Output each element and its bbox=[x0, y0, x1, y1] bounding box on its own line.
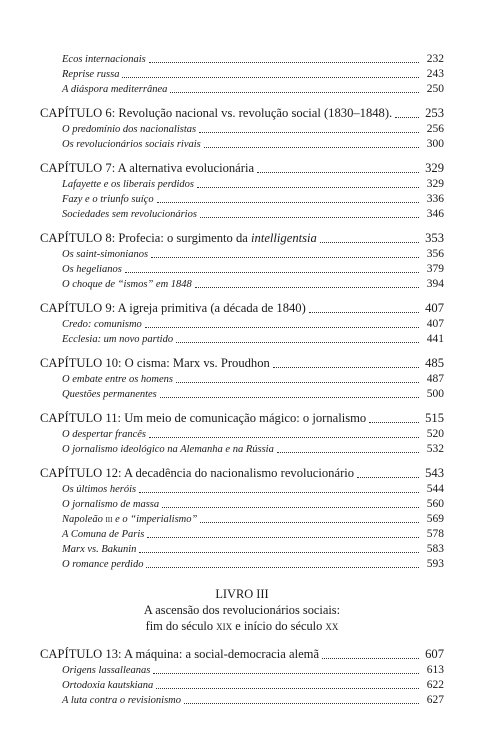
toc-entry[interactable] bbox=[40, 177, 444, 192]
toc-entry[interactable] bbox=[40, 122, 444, 137]
toc-entry[interactable] bbox=[40, 192, 444, 207]
chapter-entry[interactable] bbox=[40, 465, 444, 482]
toc-entry[interactable] bbox=[40, 497, 444, 512]
entry-label: A diáspora mediterrânea bbox=[62, 84, 168, 95]
dot-leader bbox=[149, 437, 419, 438]
toc-group bbox=[40, 646, 444, 708]
text-part: fim do século bbox=[145, 619, 217, 633]
dot-leader bbox=[170, 92, 419, 93]
entry-label: A luta contra o revisionismo bbox=[62, 695, 181, 706]
dot-leader bbox=[257, 172, 419, 173]
entry-label: Credo: comunismo bbox=[62, 319, 142, 330]
entry-label: O jornalismo ideológico na Alemanha e na Rússia bbox=[62, 444, 274, 455]
entry-label: Ecos internacionais bbox=[62, 54, 146, 65]
dot-leader bbox=[176, 342, 419, 343]
page-number: 607 bbox=[425, 647, 444, 661]
dot-leader bbox=[369, 422, 419, 423]
page-number: 544 bbox=[426, 483, 444, 495]
dot-leader bbox=[139, 552, 419, 553]
dot-leader bbox=[151, 257, 419, 258]
entry-label: Os últimos heróis bbox=[62, 484, 137, 495]
page-number: 441 bbox=[426, 333, 444, 345]
page-number: 407 bbox=[425, 301, 444, 315]
page-number: 500 bbox=[426, 388, 444, 400]
toc-group bbox=[40, 355, 444, 402]
toc-entry[interactable] bbox=[40, 542, 444, 557]
toc-group bbox=[40, 105, 444, 152]
toc-entry[interactable] bbox=[40, 247, 444, 262]
page-number: 583 bbox=[426, 543, 444, 555]
dot-leader bbox=[139, 492, 419, 493]
page-number: 532 bbox=[426, 443, 444, 455]
page-number: 379 bbox=[426, 263, 444, 275]
entry-label: Os saint-simonianos bbox=[62, 249, 149, 260]
entry-label: CAPÍTULO 6: Revolução nacional vs. revolução social (1830–1848). bbox=[40, 106, 393, 120]
book-title-line-2 bbox=[40, 618, 444, 634]
page-number: 256 bbox=[426, 123, 444, 135]
page-number: 232 bbox=[426, 53, 444, 65]
entry-label: CAPÍTULO 12: A decadência do nacionalismo revolucionário bbox=[40, 466, 355, 480]
toc-group bbox=[40, 52, 444, 97]
toc-entry[interactable] bbox=[40, 387, 444, 402]
dot-leader bbox=[162, 507, 419, 508]
page-number: 407 bbox=[426, 318, 444, 330]
toc-entry[interactable] bbox=[40, 527, 444, 542]
toc-group bbox=[40, 410, 444, 457]
page-number: 543 bbox=[425, 466, 444, 480]
toc-entry[interactable] bbox=[40, 137, 444, 152]
page-number: 356 bbox=[426, 248, 444, 260]
toc-group bbox=[40, 465, 444, 572]
dot-leader bbox=[146, 567, 419, 568]
toc-entry[interactable] bbox=[40, 67, 444, 82]
entry-label: Os hegelianos bbox=[62, 264, 122, 275]
entry-label: O despertar francês bbox=[62, 429, 146, 440]
entry-label bbox=[40, 230, 317, 247]
page-number: 300 bbox=[426, 138, 444, 150]
toc-entry[interactable] bbox=[40, 427, 444, 442]
dot-leader bbox=[122, 77, 419, 78]
dot-leader bbox=[157, 202, 419, 203]
dot-leader bbox=[153, 673, 419, 674]
dot-leader bbox=[357, 477, 419, 478]
entry-label: CAPÍTULO 11: Um meio de comunicação mágico: o jornalismo bbox=[40, 411, 367, 425]
page-number: 485 bbox=[425, 356, 444, 370]
dot-leader bbox=[195, 287, 419, 288]
entry-label: O choque de “ismos” em 1848 bbox=[62, 279, 192, 290]
dot-leader bbox=[200, 522, 419, 523]
page-number: 627 bbox=[426, 694, 444, 706]
page-number: 346 bbox=[426, 208, 444, 220]
dot-leader bbox=[200, 217, 419, 218]
dot-leader bbox=[204, 147, 419, 148]
chapter-entry[interactable] bbox=[40, 230, 444, 247]
page-number: 569 bbox=[426, 513, 444, 525]
toc-entry[interactable] bbox=[40, 277, 444, 292]
toc-entry[interactable] bbox=[40, 663, 444, 678]
entry-label: CAPÍTULO 10: O cisma: Marx vs. Proudhon bbox=[40, 356, 270, 370]
page-number: 353 bbox=[425, 231, 444, 245]
page-number: 329 bbox=[425, 161, 444, 175]
page-number: 243 bbox=[426, 68, 444, 80]
text-part: intelligentsia bbox=[251, 231, 317, 245]
toc-group bbox=[40, 230, 444, 292]
entry-label: Ecclesia: um novo partido bbox=[62, 334, 174, 345]
page-number: 253 bbox=[425, 106, 444, 120]
book-title-line-1: A ascensão dos revolucionários sociais: bbox=[143, 603, 341, 617]
entry-label: Fazy e o triunfo suíço bbox=[62, 194, 154, 205]
dot-leader bbox=[199, 132, 419, 133]
text-part: Napoleão bbox=[62, 514, 106, 525]
page-number: 487 bbox=[426, 373, 444, 385]
table-of-contents bbox=[40, 52, 444, 708]
entry-label: CAPÍTULO 7: A alternativa evolucionária bbox=[40, 161, 255, 175]
entry-label: Lafayette e os liberais perdidos bbox=[62, 179, 195, 190]
toc-entry[interactable] bbox=[40, 332, 444, 347]
text-part: e início do século bbox=[232, 619, 326, 633]
toc-entry[interactable] bbox=[40, 207, 444, 222]
page-number: 520 bbox=[426, 428, 444, 440]
entry-label: Origens lassalleanas bbox=[62, 665, 151, 676]
page-number: 622 bbox=[426, 679, 444, 691]
toc-entry[interactable] bbox=[40, 557, 444, 572]
toc-entry[interactable] bbox=[40, 52, 444, 67]
entry-label: Reprise russa bbox=[62, 69, 120, 80]
toc-entry[interactable] bbox=[40, 262, 444, 277]
chapter-entry[interactable] bbox=[40, 300, 444, 317]
chapter-entry[interactable] bbox=[40, 355, 444, 372]
dot-leader bbox=[149, 62, 419, 63]
dot-leader bbox=[320, 242, 419, 243]
dot-leader bbox=[147, 537, 419, 538]
entry-label: O predomínio dos nacionalistas bbox=[62, 124, 197, 135]
page-number: 578 bbox=[426, 528, 444, 540]
toc-group bbox=[40, 160, 444, 222]
dot-leader bbox=[160, 397, 419, 398]
toc-entry[interactable] bbox=[40, 512, 444, 527]
text-part: xix bbox=[216, 619, 233, 633]
dot-leader bbox=[277, 452, 419, 453]
page-number: 560 bbox=[426, 498, 444, 510]
chapter-entry[interactable] bbox=[40, 105, 444, 122]
page-number: 394 bbox=[426, 278, 444, 290]
text-part: xx bbox=[325, 619, 339, 633]
dot-leader bbox=[184, 703, 419, 704]
entry-label: CAPÍTULO 13: A máquina: a social-democracia alemã bbox=[40, 647, 320, 661]
chapter-entry[interactable] bbox=[40, 646, 444, 663]
page-number: 329 bbox=[426, 178, 444, 190]
toc-entry[interactable] bbox=[40, 82, 444, 97]
entry-label: Questões permanentes bbox=[62, 389, 157, 400]
dot-leader bbox=[156, 688, 419, 689]
dot-leader bbox=[125, 272, 419, 273]
toc-entry[interactable] bbox=[40, 678, 444, 693]
text-part: CAPÍTULO 8: Profecia: o surgimento da bbox=[40, 231, 252, 245]
spacer bbox=[40, 634, 444, 638]
toc-entry[interactable] bbox=[40, 372, 444, 387]
page-number: 336 bbox=[426, 193, 444, 205]
entry-label: A Comuna de Paris bbox=[62, 529, 145, 540]
page-number: 593 bbox=[426, 558, 444, 570]
entry-label: Sociedades sem revolucionários bbox=[62, 209, 197, 220]
toc-entry[interactable] bbox=[40, 317, 444, 332]
entry-label: O romance perdido bbox=[62, 559, 144, 570]
entry-label: CAPÍTULO 9: A igreja primitiva (a década de 1840) bbox=[40, 301, 306, 315]
entry-label: Marx vs. Bakunin bbox=[62, 544, 137, 555]
dot-leader bbox=[176, 382, 419, 383]
chapter-entry[interactable] bbox=[40, 410, 444, 427]
text-part: e o “imperialismo” bbox=[112, 514, 198, 525]
dot-leader bbox=[395, 117, 419, 118]
toc-entry[interactable] bbox=[40, 693, 444, 708]
dot-leader bbox=[309, 312, 419, 313]
chapter-entry[interactable] bbox=[40, 160, 444, 177]
dot-leader bbox=[322, 658, 419, 659]
entry-label bbox=[62, 512, 197, 527]
entry-label: O embate entre os homens bbox=[62, 374, 174, 385]
text-part: iii bbox=[105, 514, 113, 525]
dot-leader bbox=[197, 187, 419, 188]
toc-entry[interactable] bbox=[40, 442, 444, 457]
entry-label: Os revolucionários sociais rivais bbox=[62, 139, 201, 150]
entry-label: O jornalismo de massa bbox=[62, 499, 160, 510]
page-number: 515 bbox=[425, 411, 444, 425]
toc-entry[interactable] bbox=[40, 482, 444, 497]
dot-leader bbox=[145, 327, 419, 328]
entry-label: Ortodoxia kautskiana bbox=[62, 680, 154, 691]
dot-leader bbox=[273, 367, 419, 368]
page-number: 613 bbox=[426, 664, 444, 676]
page-number: 250 bbox=[426, 83, 444, 95]
book-heading: LIVRO III bbox=[215, 587, 269, 601]
toc-group bbox=[40, 300, 444, 347]
